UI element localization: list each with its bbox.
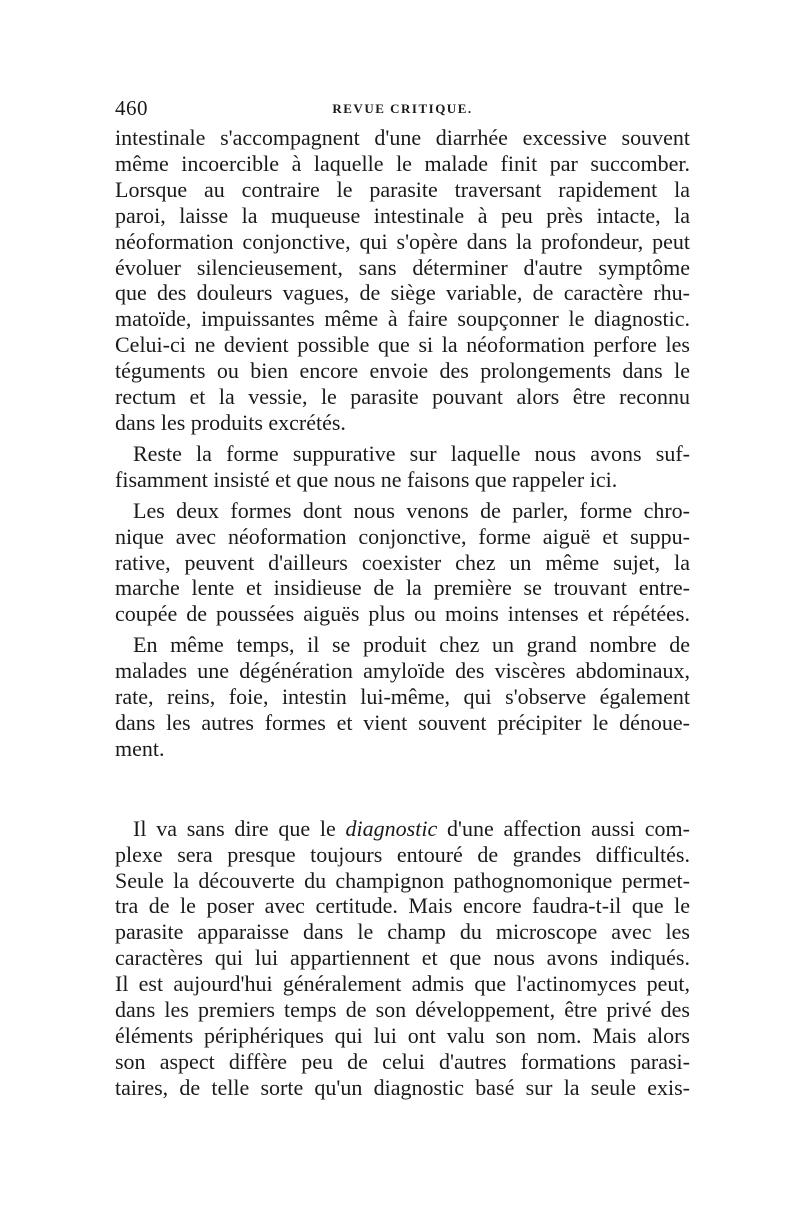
paragraph-2 [115, 441, 690, 493]
italic-term: diagnostic [345, 815, 438, 841]
text-line: éléments périphériques qui lui ont valu son nom. Mais alors [115, 1023, 690, 1048]
page-number: 460 [115, 96, 148, 120]
text-line: fisamment insisté et que nous ne faisons que rappeler ici. [115, 466, 618, 492]
text-line: intestinale s'accompagnent d'une diarrhée excessive souvent [115, 125, 690, 150]
text-line: tra de le poser avec certitude. Mais encore faudra-t-il que le [115, 893, 690, 919]
paragraph-5 [115, 816, 690, 1101]
text-line: marche lente et insidieuse de la première se trouvant entre- [115, 575, 690, 601]
text-line: téguments ou bien encore envoie des prolongements dans le [115, 358, 690, 384]
text-line: rate, reins, foie, intestin lui-même, qui s'observe également [115, 684, 690, 710]
text-line: nique avec néoformation conjonctive, forme aiguë et suppu- [115, 523, 690, 549]
text-line: Seule la découverte du champignon pathognomonique permet- [115, 867, 690, 893]
paragraph-3 [115, 498, 690, 628]
text-line: son aspect diffère peu de celui d'autres formations parasi- [115, 1048, 690, 1074]
text-line: malades une dégénération amyloïde des viscères abdominaux, [115, 658, 690, 684]
text-line: dans les premiers temps de son développement, être privé des [115, 997, 690, 1023]
text-line: taires, de telle sorte qu'un diagnostic basé sur la seule exis- [115, 1074, 690, 1100]
text-line: coupée de poussées aiguës plus ou moins intenses et répétées. [115, 601, 690, 627]
text-line: rative, peuvent d'ailleurs coexister chez un même sujet, la [115, 549, 690, 575]
text-run: d'une affection aussi com- [437, 815, 690, 841]
text-line: évoluer silencieusement, sans déterminer d'autre symptôme [115, 254, 690, 280]
text-line: que des douleurs vagues, de siège variable, de caractère rhu- [115, 280, 690, 306]
text-line: dans les autres formes et vient souvent précipiter le dénoue- [115, 709, 690, 735]
paragraph-4 [115, 632, 690, 762]
text-line: même incoercible à laquelle le malade finit par succomber. [115, 150, 690, 176]
text-line: Il est aujourd'hui généralement admis que l'actinomyces peut, [115, 971, 690, 997]
text-line: Celui-ci ne devient possible que si la néoformation perfore les [115, 332, 690, 358]
running-title: REVUE CRITIQUE. [332, 101, 473, 116]
text-line: Reste la forme suppurative sur laquelle nous avons suf- [133, 440, 690, 466]
text-line: parasite apparaisse dans le champ du microscope avec les [115, 919, 690, 945]
page-header [115, 96, 690, 122]
text-line: dans les produits excrétés. [115, 409, 346, 435]
text-line: Lorsque au contraire le parasite traversant rapidement la [115, 176, 690, 202]
text-line: plexe sera presque toujours entouré de grandes difficultés. [115, 841, 690, 867]
text-line: rectum et la vessie, le parasite pouvant alors être reconnu [115, 384, 690, 410]
text-line: ment. [115, 735, 165, 761]
text-line [115, 816, 690, 842]
text-line: paroi, laisse la muqueuse intestinale à peu près intacte, la [115, 202, 690, 228]
paragraph-1 [115, 125, 690, 436]
text-line: Les deux formes dont nous venons de parler, forme chro- [133, 497, 690, 523]
text-line: néoformation conjonctive, qui s'opère dans la profondeur, peut [115, 228, 690, 254]
text-line: En même temps, il se produit chez un grand nombre de [133, 632, 690, 658]
text-line: caractères qui lui appartiennent et que nous avons indiqués. [115, 945, 690, 971]
text-line: matoïde, impuissantes même à faire soupçonner le diagnostic. [115, 306, 690, 332]
text-run: Il va sans dire que le [133, 815, 346, 841]
body-text [115, 125, 690, 1101]
